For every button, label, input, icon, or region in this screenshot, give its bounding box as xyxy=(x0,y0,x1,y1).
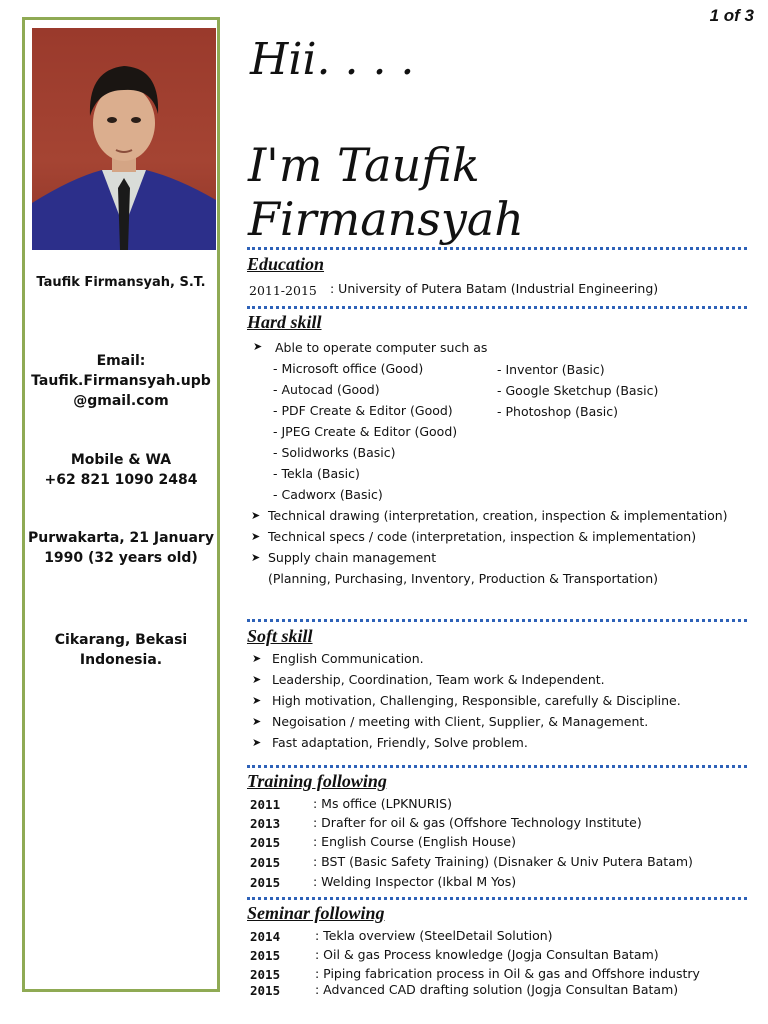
divider xyxy=(247,306,747,309)
seminar-text: : Oil & gas Process knowledge (Jogja Consultan Batam) xyxy=(315,947,659,962)
computer-intro: Able to operate computer such as xyxy=(275,340,488,355)
training-year: 2013 xyxy=(250,816,281,831)
education-year: 2011-2015 xyxy=(249,283,317,298)
page-number: 1 of 3 xyxy=(709,6,754,25)
soft-skill-item: High motivation, Challenging, Responsible, carefully & Discipline. xyxy=(272,693,681,708)
location-line-2: Indonesia. xyxy=(79,652,163,668)
training-text: : Ms office (LPKNURIS) xyxy=(313,796,452,811)
software-item: - Microsoft office (Good) xyxy=(273,361,424,376)
divider xyxy=(247,247,747,250)
mobile-label: Mobile & WA xyxy=(70,452,172,468)
soft-skill-heading: Soft skill xyxy=(247,626,313,646)
divider xyxy=(247,897,747,900)
email-label: Email: xyxy=(96,353,146,369)
arrow-bullet-icon: ➤ xyxy=(252,694,262,707)
arrow-bullet-icon: ➤ xyxy=(252,673,262,686)
soft-skill-item: Leadership, Coordination, Team work & Independent. xyxy=(272,672,605,687)
training-year: 2011 xyxy=(250,797,281,812)
software-item: - Autocad (Good) xyxy=(273,382,380,397)
software-item: - Google Sketchup (Basic) xyxy=(497,383,659,398)
software-item: - Photoshop (Basic) xyxy=(497,404,618,419)
arrow-bullet-icon: ➤ xyxy=(252,736,262,749)
soft-skill-item: Negoisation / meeting with Client, Supplier, & Management. xyxy=(272,714,649,729)
arrow-bullet-icon: ➤ xyxy=(253,340,263,353)
hard-skill-item: Technical drawing (interpretation, creation, inspection & implementation) xyxy=(268,508,728,523)
software-item: - Tekla (Basic) xyxy=(273,466,360,481)
soft-skill-item: English Communication. xyxy=(272,651,424,666)
training-text: : English Course (English House) xyxy=(313,834,516,849)
seminar-text: : Advanced CAD drafting solution (Jogja Consultan Batam) xyxy=(315,982,679,997)
sidebar xyxy=(22,17,220,992)
location-line-1: Cikarang, Bekasi xyxy=(54,632,188,648)
seminar-year: 2015 xyxy=(250,948,281,963)
soft-skill-item: Fast adaptation, Friendly, Solve problem. xyxy=(272,735,528,750)
arrow-bullet-icon: ➤ xyxy=(251,509,261,522)
training-text: : Welding Inspector (Ikbal M Yos) xyxy=(313,874,517,889)
hard-skill-item: Technical specs / code (interpretation, inspection & implementation) xyxy=(268,529,697,544)
seminar-year: 2014 xyxy=(250,929,281,944)
divider xyxy=(247,619,747,622)
software-item: - JPEG Create & Editor (Good) xyxy=(273,424,458,439)
hard-skill-item: Supply chain management xyxy=(268,550,437,565)
software-item: - Inventor (Basic) xyxy=(497,362,605,377)
mobile-number: +62 821 1090 2484 xyxy=(44,472,198,488)
intro-name: I'm Taufik Firmansyah xyxy=(248,138,524,246)
profile-photo xyxy=(32,28,216,250)
seminar-text: : Tekla overview (SteelDetail Solution) xyxy=(315,928,553,943)
education-heading: Education xyxy=(247,254,325,274)
divider xyxy=(247,765,747,768)
sidebar-name: Taufik Firmansyah, S.T. xyxy=(36,275,206,290)
greeting: Hii. . . . xyxy=(250,34,415,85)
seminar-heading: Seminar following xyxy=(247,903,385,923)
software-item: - Solidworks (Basic) xyxy=(273,445,396,460)
birth-line-2: 1990 (32 years old) xyxy=(44,550,198,566)
birth-line-1: Purwakarta, 21 January xyxy=(28,530,214,546)
training-year: 2015 xyxy=(250,835,281,850)
training-year: 2015 xyxy=(250,855,281,870)
email-line-1: Taufik.Firmansyah.upb xyxy=(31,373,211,389)
training-heading: Training following xyxy=(247,771,387,791)
training-text: : BST (Basic Safety Training) (Disnaker & Univ Putera Batam) xyxy=(313,854,693,869)
hard-skill-heading: Hard skill xyxy=(247,312,322,332)
seminar-text: : Piping fabrication process in Oil & gas and Offshore industry xyxy=(315,966,700,981)
arrow-bullet-icon: ➤ xyxy=(251,551,261,564)
training-year: 2015 xyxy=(250,875,281,890)
seminar-year: 2015 xyxy=(250,967,281,982)
arrow-bullet-icon: ➤ xyxy=(251,530,261,543)
seminar-year: 2015 xyxy=(250,983,281,998)
arrow-bullet-icon: ➤ xyxy=(252,652,262,665)
email-line-2: @gmail.com xyxy=(73,393,169,409)
supply-chain-detail: (Planning, Purchasing, Inventory, Production & Transportation) xyxy=(268,571,659,586)
software-item: - Cadworx (Basic) xyxy=(273,487,383,502)
education-detail: : University of Putera Batam (Industrial Engineering) xyxy=(330,281,659,296)
training-text: : Drafter for oil & gas (Offshore Technology Institute) xyxy=(313,815,642,830)
arrow-bullet-icon: ➤ xyxy=(252,715,262,728)
software-item: - PDF Create & Editor (Good) xyxy=(273,403,453,418)
